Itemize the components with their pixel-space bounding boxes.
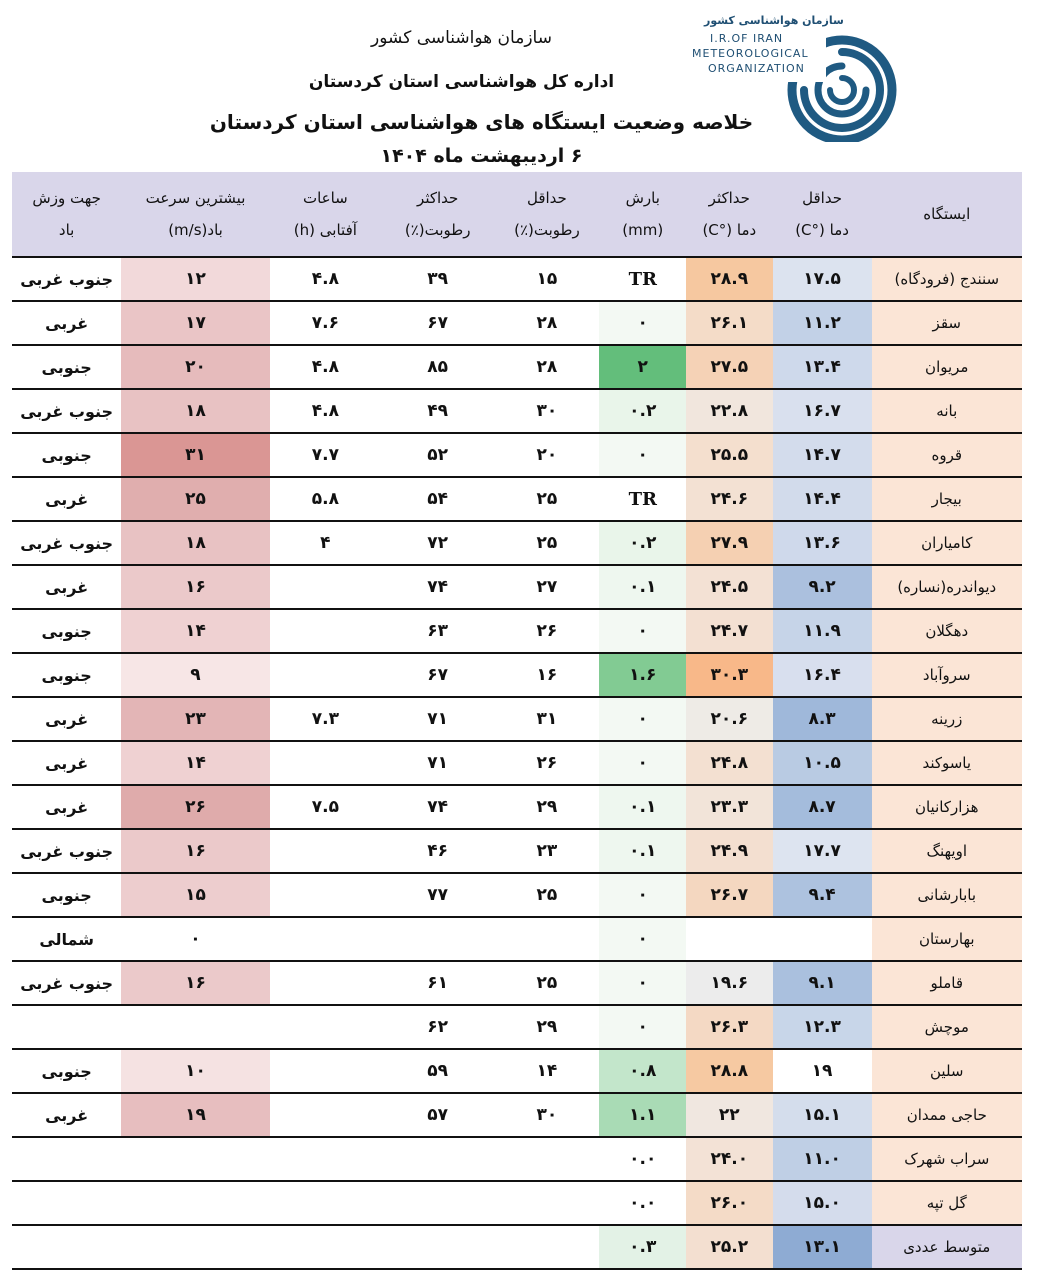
cell-precip: ۰ [599, 961, 686, 1005]
cell-sun: ۵.۸ [270, 477, 381, 521]
cell-hmax [381, 917, 494, 961]
table-row [12, 477, 1022, 521]
cell-hmin: ۲۸ [494, 345, 599, 389]
cell-station: قاملو [872, 961, 1022, 1005]
cell-sun: ۴.۸ [270, 345, 381, 389]
cell-tmin: ۱۷.۵ [773, 257, 872, 301]
cell-hmax: ۷۷ [381, 873, 494, 917]
cell-hmin: ۳۱ [494, 697, 599, 741]
cell-dir: جنوب غربی [12, 961, 121, 1005]
cell-tmin: ۱۰.۵ [773, 741, 872, 785]
table-header-row [12, 172, 1022, 257]
cell-hmax: ۵۹ [381, 1049, 494, 1093]
cell-hmin: ۱۴ [494, 1049, 599, 1093]
cell-wind: ۱۸ [121, 521, 269, 565]
cell-hmax: ۶۲ [381, 1005, 494, 1049]
cell-tmin: ۱۱.۹ [773, 609, 872, 653]
cell-dir: جنوبی [12, 873, 121, 917]
cell-sun [270, 565, 381, 609]
cell-wind: ۱۴ [121, 609, 269, 653]
cell-hmin: ۲۸ [494, 301, 599, 345]
cell-tmin: ۱۷.۷ [773, 829, 872, 873]
cell-tmin: ۱۳.۶ [773, 521, 872, 565]
cell-hmax: ۸۵ [381, 345, 494, 389]
cell-tmax: ۲۳.۳ [686, 785, 773, 829]
cell-tmax: ۲۸.۸ [686, 1049, 773, 1093]
cell-tmin: ۱۹ [773, 1049, 872, 1093]
cell-tmax: ۳۰.۳ [686, 653, 773, 697]
table-body [12, 257, 1022, 1269]
cell-station: بابارشانی [872, 873, 1022, 917]
table-row [12, 741, 1022, 785]
cell-precip: ۰ [599, 301, 686, 345]
cell-station: سلین [872, 1049, 1022, 1093]
cell-sun [270, 1225, 381, 1269]
cell-wind: ۲۳ [121, 697, 269, 741]
table-row [12, 1049, 1022, 1093]
cell-wind: ۱۶ [121, 961, 269, 1005]
cell-sun: ۴.۸ [270, 257, 381, 301]
irimo-logo [688, 12, 908, 142]
cell-hmin [494, 917, 599, 961]
cell-dir: غربی [12, 477, 121, 521]
cell-precip: ۰ [599, 1005, 686, 1049]
cell-wind: ۰ [121, 917, 269, 961]
cell-tmin: ۱۳.۱ [773, 1225, 872, 1269]
cell-hmin: ۱۶ [494, 653, 599, 697]
table-row [12, 917, 1022, 961]
cell-station: موچش [872, 1005, 1022, 1049]
cell-sun: ۷.۷ [270, 433, 381, 477]
cell-sun: ۴.۸ [270, 389, 381, 433]
cell-tmin: ۸.۳ [773, 697, 872, 741]
cell-precip: TR [599, 477, 686, 521]
cell-wind: ۱۴ [121, 741, 269, 785]
cell-station: بانه [872, 389, 1022, 433]
cell-sun [270, 917, 381, 961]
cell-dir: غربی [12, 697, 121, 741]
table-row [12, 433, 1022, 477]
cell-hmin: ۲۶ [494, 741, 599, 785]
cell-dir: جنوب غربی [12, 521, 121, 565]
cell-hmax [381, 1225, 494, 1269]
cell-precip: TR [599, 257, 686, 301]
cell-hmin: ۲۳ [494, 829, 599, 873]
cell-station: دیواندره(نساره) [872, 565, 1022, 609]
cell-hmax [381, 1137, 494, 1181]
table-row [12, 1093, 1022, 1137]
cell-station: دهگلان [872, 609, 1022, 653]
organization-name: سازمان هواشناسی کشور [371, 28, 552, 48]
cell-dir: غربی [12, 301, 121, 345]
cell-wind [121, 1005, 269, 1049]
cell-dir: غربی [12, 785, 121, 829]
col-hmin: حداقل رطوبت(٪) [494, 172, 599, 257]
cell-tmin: ۱۶.۷ [773, 389, 872, 433]
cell-tmax: ۲۶.۱ [686, 301, 773, 345]
table-row [12, 257, 1022, 301]
cell-wind: ۲۰ [121, 345, 269, 389]
cell-hmax: ۶۷ [381, 301, 494, 345]
cell-hmax: ۷۴ [381, 565, 494, 609]
cell-station: سقز [872, 301, 1022, 345]
col-sun: ساعات آفتابی (h) [270, 172, 381, 257]
cell-tmax: ۲۶.۳ [686, 1005, 773, 1049]
cell-wind [121, 1137, 269, 1181]
cell-precip: ۰.۱ [599, 785, 686, 829]
office-name: اداره کل هواشناسی استان کردستان [308, 72, 615, 92]
cell-tmin: ۱۴.۷ [773, 433, 872, 477]
cell-tmax: ۲۴.۷ [686, 609, 773, 653]
col-precip: بارش (mm) [599, 172, 686, 257]
cell-hmin: ۲۵ [494, 521, 599, 565]
cell-tmax [686, 917, 773, 961]
cell-hmax: ۷۲ [381, 521, 494, 565]
cell-precip: ۰.۲ [599, 521, 686, 565]
cell-precip: ۰.۳ [599, 1225, 686, 1269]
col-tmax: حداکثر دما (°C) [686, 172, 773, 257]
cell-precip: ۰.۰ [599, 1137, 686, 1181]
table-row [12, 653, 1022, 697]
cell-precip: ۱.۶ [599, 653, 686, 697]
cell-dir: غربی [12, 741, 121, 785]
cell-wind: ۱۹ [121, 1093, 269, 1137]
col-hmax: حداکثر رطوبت(٪) [381, 172, 494, 257]
cell-hmin: ۲۵ [494, 873, 599, 917]
cell-hmax: ۴۶ [381, 829, 494, 873]
report-header [0, 0, 1043, 172]
cell-station: سروآباد [872, 653, 1022, 697]
cell-wind: ۱۰ [121, 1049, 269, 1093]
logo-en-line3: ORGANIZATION [708, 62, 805, 75]
cell-hmin: ۲۰ [494, 433, 599, 477]
cell-precip: ۰ [599, 433, 686, 477]
cell-hmax: ۵۷ [381, 1093, 494, 1137]
cell-tmax: ۲۴.۸ [686, 741, 773, 785]
cell-tmax: ۲۸.۹ [686, 257, 773, 301]
cell-precip: ۰.۱ [599, 829, 686, 873]
cell-tmax: ۲۰.۶ [686, 697, 773, 741]
cell-station: اویهنگ [872, 829, 1022, 873]
cell-tmax: ۲۵.۵ [686, 433, 773, 477]
cell-hmax: ۵۴ [381, 477, 494, 521]
cell-wind [121, 1225, 269, 1269]
cell-tmin: ۸.۷ [773, 785, 872, 829]
cell-precip: ۰ [599, 873, 686, 917]
logo-en-line1: I.R.OF IRAN [710, 32, 784, 45]
cell-hmax: ۷۴ [381, 785, 494, 829]
cell-sun [270, 609, 381, 653]
cell-dir: جنوبی [12, 609, 121, 653]
cell-hmax: ۶۱ [381, 961, 494, 1005]
cell-sun: ۷.۳ [270, 697, 381, 741]
cell-wind: ۱۷ [121, 301, 269, 345]
cell-sun [270, 829, 381, 873]
cell-hmin: ۲۹ [494, 1005, 599, 1049]
table-row [12, 1225, 1022, 1269]
cell-dir: غربی [12, 565, 121, 609]
cell-tmin: ۹.۲ [773, 565, 872, 609]
cell-tmax: ۲۴.۰ [686, 1137, 773, 1181]
cell-wind: ۱۸ [121, 389, 269, 433]
cell-dir: جنوب غربی [12, 829, 121, 873]
cell-hmin: ۲۵ [494, 961, 599, 1005]
cell-sun [270, 1137, 381, 1181]
logo-fa-text: سازمان هواشناسی کشور [704, 14, 844, 27]
col-tmin: حداقل دما (°C) [773, 172, 872, 257]
cell-wind: ۱۶ [121, 565, 269, 609]
cell-station: متوسط عددی [872, 1225, 1022, 1269]
cell-wind [121, 1181, 269, 1225]
cell-precip: ۱.۱ [599, 1093, 686, 1137]
cell-dir: غربی [12, 1093, 121, 1137]
table-row [12, 521, 1022, 565]
cell-sun: ۴ [270, 521, 381, 565]
col-station: ایستگاه [872, 172, 1022, 257]
cell-precip: ۰.۱ [599, 565, 686, 609]
cell-wind: ۱۵ [121, 873, 269, 917]
cell-station: بهارستان [872, 917, 1022, 961]
cell-precip: ۰.۸ [599, 1049, 686, 1093]
cell-station: سراب شهرک [872, 1137, 1022, 1181]
cell-tmax: ۲۶.۷ [686, 873, 773, 917]
cell-sun [270, 1005, 381, 1049]
cell-station: سنندج (فرودگاه) [872, 257, 1022, 301]
cell-station: بیجار [872, 477, 1022, 521]
table-row [12, 345, 1022, 389]
cell-tmin: ۱۵.۱ [773, 1093, 872, 1137]
report-title: خلاصه وضعیت ایستگاه های هواشناسی استان کردستان [209, 110, 754, 134]
cell-hmax: ۵۲ [381, 433, 494, 477]
cell-station: گل تپه [872, 1181, 1022, 1225]
cell-tmax: ۲۵.۲ [686, 1225, 773, 1269]
cell-tmax: ۲۶.۰ [686, 1181, 773, 1225]
cell-hmax: ۶۷ [381, 653, 494, 697]
cell-tmin: ۱۵.۰ [773, 1181, 872, 1225]
table-row [12, 697, 1022, 741]
cell-dir [12, 1181, 121, 1225]
cell-hmax: ۳۹ [381, 257, 494, 301]
cell-tmax: ۲۴.۵ [686, 565, 773, 609]
cell-hmin: ۲۶ [494, 609, 599, 653]
table-row [12, 301, 1022, 345]
cell-dir: جنوبی [12, 345, 121, 389]
cell-wind: ۹ [121, 653, 269, 697]
cell-hmin: ۳۰ [494, 1093, 599, 1137]
cell-wind: ۲۵ [121, 477, 269, 521]
table-row [12, 785, 1022, 829]
cell-tmax: ۲۴.۹ [686, 829, 773, 873]
cell-dir [12, 1225, 121, 1269]
cell-dir: جنوب غربی [12, 257, 121, 301]
cell-station: هزارکانیان [872, 785, 1022, 829]
col-wind: بیشترین سرعت باد(m/s) [121, 172, 269, 257]
cell-tmin: ۱۱.۲ [773, 301, 872, 345]
cell-station: یاسوکند [872, 741, 1022, 785]
cell-hmax: ۷۱ [381, 697, 494, 741]
cell-tmax: ۲۲ [686, 1093, 773, 1137]
cell-tmax: ۲۷.۵ [686, 345, 773, 389]
cell-station: زرینه [872, 697, 1022, 741]
table-row [12, 565, 1022, 609]
cell-tmin: ۱۶.۴ [773, 653, 872, 697]
cell-tmin: ۱۴.۴ [773, 477, 872, 521]
cell-tmin: ۱۲.۳ [773, 1005, 872, 1049]
cell-sun: ۷.۶ [270, 301, 381, 345]
cell-hmin: ۲۷ [494, 565, 599, 609]
cell-hmax [381, 1181, 494, 1225]
cell-precip: ۰ [599, 917, 686, 961]
table-row [12, 389, 1022, 433]
logo-en-line2: METEOROLOGICAL [692, 47, 809, 60]
cell-tmin: ۱۳.۴ [773, 345, 872, 389]
cell-dir [12, 1005, 121, 1049]
cell-tmin: ۹.۴ [773, 873, 872, 917]
cell-hmax: ۷۱ [381, 741, 494, 785]
cell-wind: ۱۶ [121, 829, 269, 873]
cell-wind: ۳۱ [121, 433, 269, 477]
cell-wind: ۲۶ [121, 785, 269, 829]
cell-sun [270, 873, 381, 917]
table-row [12, 609, 1022, 653]
cell-hmin [494, 1181, 599, 1225]
cell-precip: ۲ [599, 345, 686, 389]
table-row [12, 1005, 1022, 1049]
cell-tmax: ۲۲.۸ [686, 389, 773, 433]
cell-sun: ۷.۵ [270, 785, 381, 829]
cell-dir: شمالی [12, 917, 121, 961]
cell-tmin: ۱۱.۰ [773, 1137, 872, 1181]
stations-table [12, 172, 1022, 1270]
cell-sun [270, 1181, 381, 1225]
cell-tmax: ۲۴.۶ [686, 477, 773, 521]
table-row [12, 1137, 1022, 1181]
cell-station: مریوان [872, 345, 1022, 389]
cell-sun [270, 961, 381, 1005]
cell-tmax: ۲۷.۹ [686, 521, 773, 565]
cell-hmin: ۳۰ [494, 389, 599, 433]
cell-hmin [494, 1225, 599, 1269]
cell-hmin [494, 1137, 599, 1181]
cell-hmin: ۲۵ [494, 477, 599, 521]
cell-dir [12, 1137, 121, 1181]
table-row [12, 961, 1022, 1005]
cell-tmin [773, 917, 872, 961]
cell-tmin: ۹.۱ [773, 961, 872, 1005]
cell-station: کامیاران [872, 521, 1022, 565]
cell-hmax: ۴۹ [381, 389, 494, 433]
cell-wind: ۱۲ [121, 257, 269, 301]
cell-station: قروه [872, 433, 1022, 477]
table-row [12, 829, 1022, 873]
cell-precip: ۰ [599, 741, 686, 785]
cell-precip: ۰ [599, 609, 686, 653]
col-dir: جهت وزش باد [12, 172, 121, 257]
cell-precip: ۰.۲ [599, 389, 686, 433]
cell-tmax: ۱۹.۶ [686, 961, 773, 1005]
cell-hmin: ۱۵ [494, 257, 599, 301]
cell-dir: جنوبی [12, 1049, 121, 1093]
cell-dir: جنوبی [12, 653, 121, 697]
cell-hmin: ۲۹ [494, 785, 599, 829]
cell-dir: جنوبی [12, 433, 121, 477]
report-date: ۶ اردیبهشت ماه ۱۴۰۴ [380, 145, 583, 167]
cell-precip: ۰ [599, 697, 686, 741]
cell-station: حاجی ممدان [872, 1093, 1022, 1137]
cell-sun [270, 653, 381, 697]
table-row [12, 1181, 1022, 1225]
cell-sun [270, 1049, 381, 1093]
cell-hmax: ۶۳ [381, 609, 494, 653]
cell-sun [270, 1093, 381, 1137]
table-row [12, 873, 1022, 917]
cell-precip: ۰.۰ [599, 1181, 686, 1225]
cell-sun [270, 741, 381, 785]
cell-dir: جنوب غربی [12, 389, 121, 433]
